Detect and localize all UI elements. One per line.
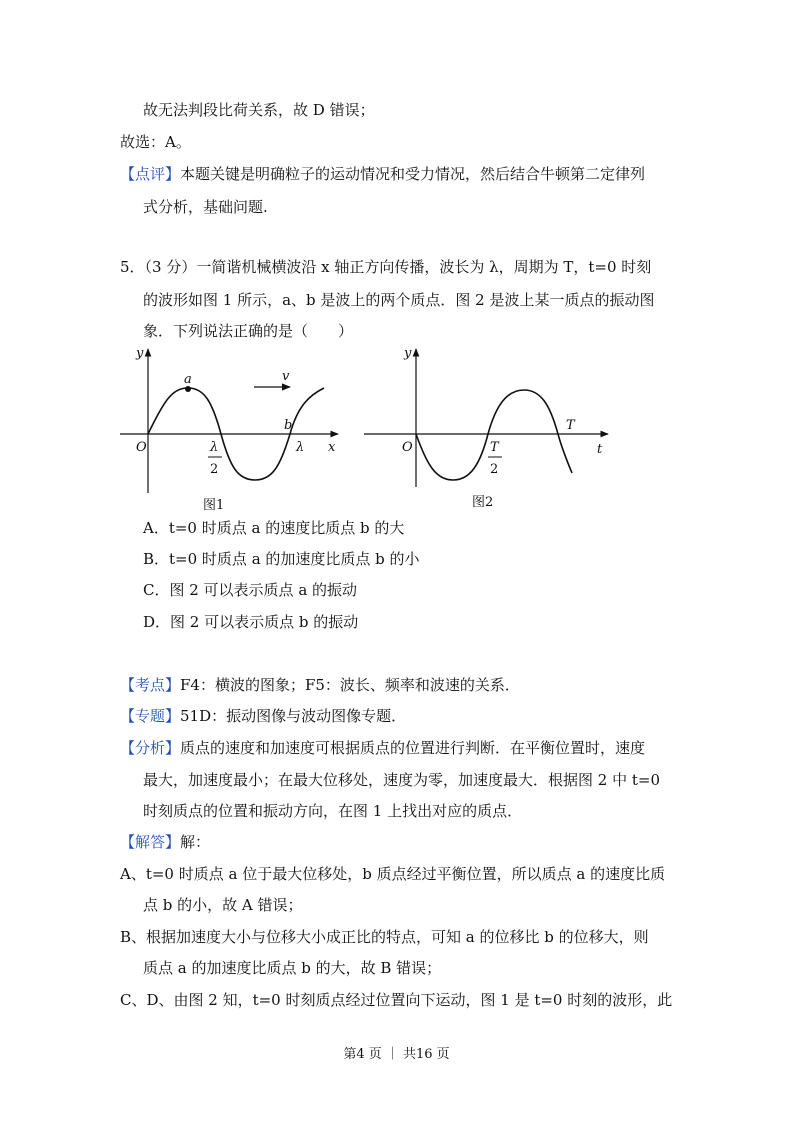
fig1-x-label: x <box>328 440 336 455</box>
solution-cd-line-1: C、D、由图 2 知，t=0 时刻质点经过位置向下运动，图 1 是 t=0 时刻的波形，此 <box>120 991 673 1009</box>
half-lambda-numerator: λ <box>210 440 219 455</box>
point-b-label: b <box>284 418 293 433</box>
kaodian-tag: 【考点】 <box>120 676 181 694</box>
comment-line-1 <box>120 164 645 184</box>
comment-line-2: 式分析，基础问题. <box>143 198 268 216</box>
fig1-y-label: y <box>136 346 144 361</box>
fenxi-tag: 【分析】 <box>120 739 181 757</box>
kaodian-text: F4：横波的图象；F5：波长、频率和波速的关系． <box>180 676 520 694</box>
kaodian-line <box>120 675 520 695</box>
half-lambda-denominator: 2 <box>210 462 219 477</box>
option-b: B．t=0 时质点 a 的加速度比质点 b 的小 <box>143 550 420 568</box>
half-period-denominator: 2 <box>490 462 499 477</box>
option-d: D．图 2 可以表示质点 b 的振动 <box>143 613 359 631</box>
velocity-label: v <box>282 369 290 384</box>
fenxi-line-1 <box>120 738 645 758</box>
solution-a-line-2: 点 b 的小，故 A 错误； <box>143 896 303 914</box>
page-footer: 第4 页 ｜ 共16 页 <box>343 1047 450 1062</box>
fig2-y-label: y <box>404 346 412 361</box>
fenxi-text-1: 质点的速度和加速度可根据质点的位置进行判断．在平衡位置时，速度 <box>180 739 646 757</box>
fenxi-line-3: 时刻质点的位置和振动方向，在图 1 上找出对应的质点． <box>143 802 523 820</box>
solution-b-line-2: 质点 a 的加速度比质点 b 的大，故 B 错误； <box>143 959 442 977</box>
solution-b-line-1: B、根据加速度大小与位移大小成正比的特点，可知 a 的位移比 b 的位移大，则 <box>120 928 649 946</box>
question-stem-1: 5．（3 分）一简谐机械横波沿 x 轴正方向传播，波长为 λ，周期为 T，t=0 时刻 <box>120 258 652 276</box>
option-c: C．图 2 可以表示质点 a 的振动 <box>143 581 358 599</box>
prev-answer: 故选：A。 <box>120 133 191 151</box>
fig1-caption: 图1 <box>203 498 225 513</box>
prev-d-text: 故无法判段比荷关系，故 D 错误； <box>143 101 375 119</box>
fig2-t-label: t <box>597 442 603 457</box>
figure-2 <box>360 343 610 513</box>
jieda-tag: 【解答】 <box>120 833 181 851</box>
comment-tag: 【点评】 <box>120 165 181 183</box>
solution-a-line-1: A、t=0 时质点 a 位于最大位移处，b 质点经过平衡位置，所以质点 a 的速度比质 <box>120 865 666 883</box>
question-stem-2: 的波形如图 1 所示，a、b 是波上的两个质点．图 2 是波上某一质点的振动图 <box>143 291 655 309</box>
zhuanti-tag: 【专题】 <box>120 707 181 725</box>
fig2-caption: 图2 <box>472 495 494 510</box>
lambda-label: λ <box>296 440 305 455</box>
question-stem-3: 象．下列说法正确的是（ ） <box>143 322 354 340</box>
zhuanti-text: 51D：振动图像与波动图像专题． <box>180 707 407 725</box>
figure-1 <box>112 343 342 513</box>
jieda-line <box>120 832 210 852</box>
fenxi-line-2: 最大，加速度最小；在最大位移处，速度为零，加速度最大．根据图 2 中 t=0 <box>143 771 660 789</box>
comment-text-1: 本题关键是明确粒子的运动情况和受力情况，然后结合牛顿第二定律列 <box>180 165 646 183</box>
fig1-origin-label: O <box>136 440 147 455</box>
zhuanti-line <box>120 706 406 726</box>
point-a-label: a <box>184 372 192 387</box>
fig2-origin-label: O <box>402 440 413 455</box>
jieda-text: 解： <box>180 833 211 851</box>
period-label: T <box>566 418 575 433</box>
option-a: A．t=0 时质点 a 的速度比质点 b 的大 <box>143 519 405 537</box>
half-period-numerator: T <box>490 440 499 455</box>
